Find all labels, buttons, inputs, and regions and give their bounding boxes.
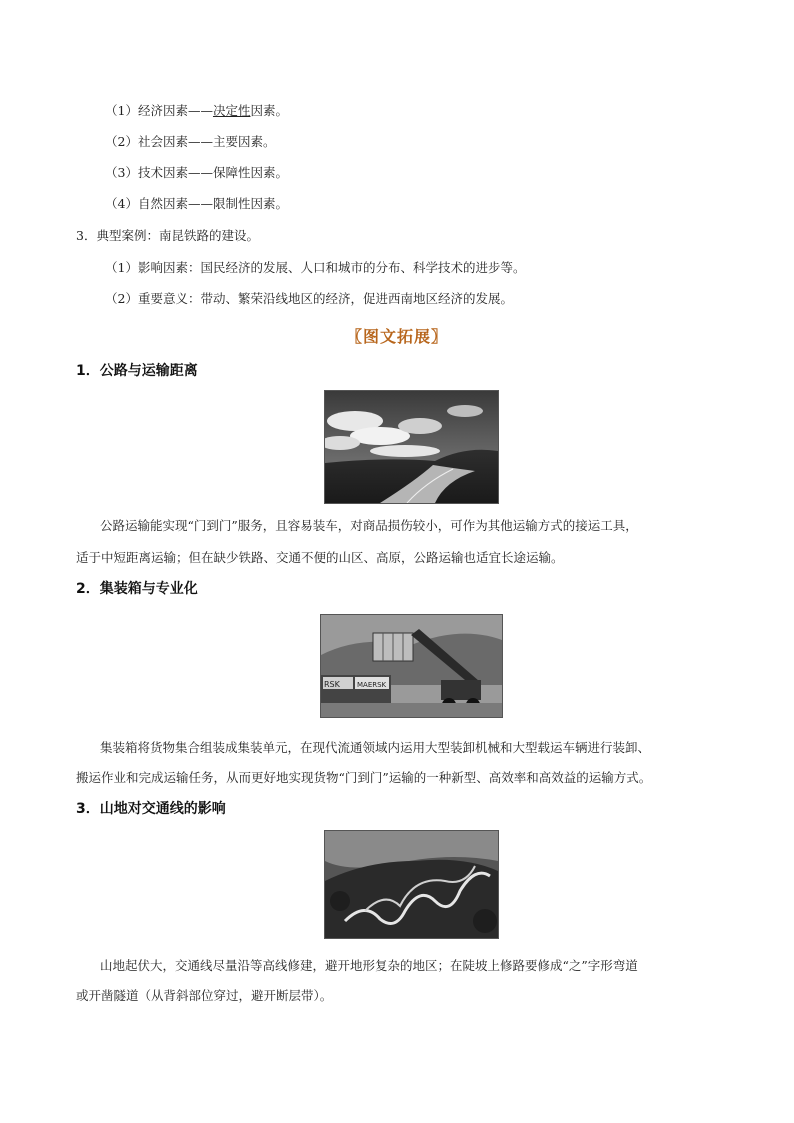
section-heading-container: 2．集装箱与专业化 [76,581,198,597]
case-item-factors: （1）影响因素：国民经济的发展、人口和城市的分布、科学技术的进步等。 [105,260,526,275]
mountain-text-line-1: 山地起伏大，交通线尽量沿等高线修建，避开地形复杂的地区；在陡坡上修路要修成“之”字形弯道 [100,958,638,973]
road-text-line-2: 适于中短距离运输；但在缺少铁路、交通不便的山区、高原，公路运输也适宜长途运输。 [76,550,564,565]
section-title: 〖图文拓展〗 [345,327,448,346]
road-text-line-1: 公路运输能实现“门到门”服务，且容易装车，对商品损伤较小，可作为其他运输方式的接运工具， [100,518,638,533]
container-text-maersk: MAERSK [357,681,387,689]
factor-role: 主要因素。 [212,134,276,149]
factor-role: 保障性因素。 [212,165,288,180]
factor-natural [105,196,288,212]
section-heading-road: 1．公路与运输距离 [76,363,198,379]
mountain-text-line-2: 或开凿隧道（从背斜部位穿过，避开断层带）。 [76,988,333,1003]
factor-label: （4）自然因素—— [105,196,213,211]
factor-social [105,134,275,150]
container-text-line-1: 集装箱将货物集合组装成集装单元，在现代流通领域内运用大型装卸机械和大型载运车辆进行装卸、 [100,740,651,755]
factor-economic [105,103,288,119]
section-heading-mountain: 3．山地对交通线的影响 [76,801,226,817]
case-title: 3．典型案例：南昆铁路的建设。 [76,228,259,243]
factor-role: 限制性因素。 [212,196,288,211]
factor-label: （2）社会因素—— [105,134,213,149]
container-photo [320,614,503,718]
mountain-road-photo [324,830,499,939]
factor-technical [105,165,288,181]
case-item-significance: （2）重要意义：带动、繁荣沿线地区的经济，促进西南地区经济的发展。 [105,291,513,306]
factor-highlight: 决定性 [212,103,251,118]
factor-label: （3）技术因素—— [105,165,213,180]
factor-label: （1）经济因素—— [105,103,213,118]
factor-role: 因素。 [250,103,288,118]
container-text-rsk: RSK [324,680,340,689]
container-text-line-2: 搬运作业和完成运输任务，从而更好地实现货物“门到门”运输的一种新型、高效率和高效益的运输方式。 [76,770,652,785]
road-photo [324,390,499,504]
